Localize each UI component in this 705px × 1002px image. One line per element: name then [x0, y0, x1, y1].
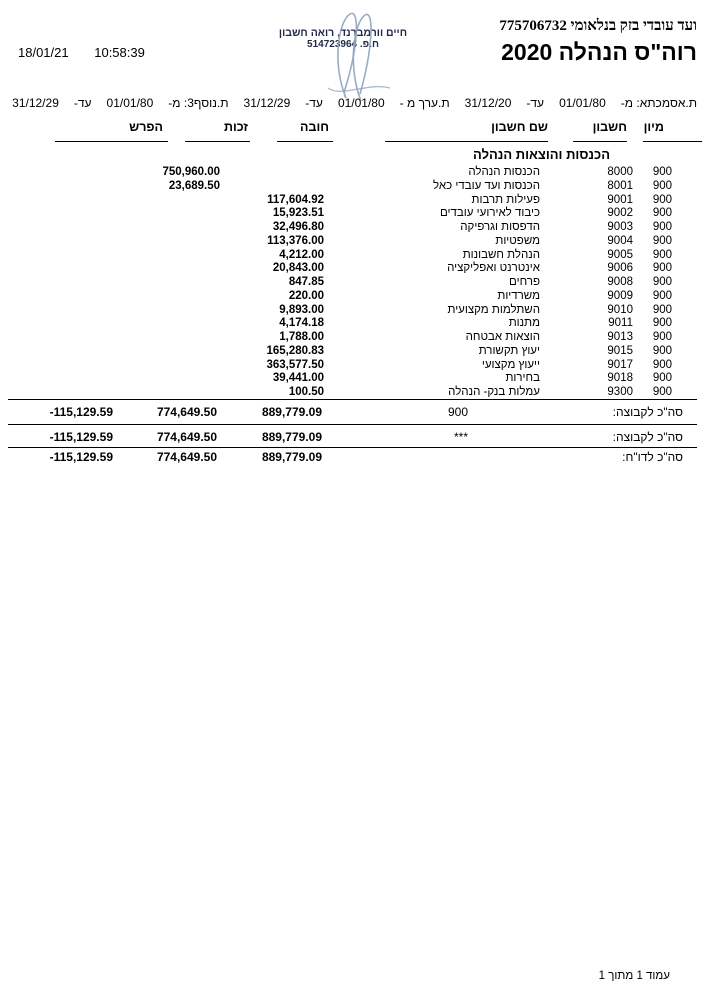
- total-hefresh: -115,129.59: [49, 450, 113, 464]
- col-header-hefresh: הפרש: [129, 120, 163, 134]
- cell-cheshbon: 9003: [607, 221, 633, 233]
- header-underline: [185, 141, 250, 142]
- total-label: סה"כ לדו"ח:: [622, 450, 683, 464]
- cell-chova: 39,441.00: [272, 372, 324, 385]
- report-total-row: [0, 446, 705, 468]
- filter-token: עד-: [73, 96, 92, 110]
- cell-cheshbon: 9300: [607, 386, 633, 398]
- cell-shem: משרדיות: [497, 289, 540, 302]
- cell-shem: בחירות: [505, 372, 540, 385]
- total-hefresh: -115,129.59: [49, 405, 113, 419]
- cell-miyun: 900: [652, 344, 672, 357]
- signature-icon: [316, 8, 406, 104]
- total-label: סה"כ לקבוצה:: [612, 405, 683, 419]
- filter-token: 31/12/20: [464, 96, 512, 110]
- cell-miyun: 900: [652, 179, 672, 192]
- filter-token: 01/01/80: [559, 96, 606, 110]
- cell-chova: 4,174.18: [279, 317, 324, 330]
- cell-chova: 20,843.00: [272, 262, 324, 275]
- cell-miyun: 900: [652, 331, 672, 343]
- cell-cheshbon: 9015: [607, 344, 633, 357]
- divider-line: [8, 399, 697, 400]
- print-date: 18/01/21: [18, 45, 69, 60]
- divider-line: [8, 424, 697, 425]
- cell-shem: פרחים: [509, 276, 540, 288]
- filter-token: עד-: [305, 96, 323, 110]
- cell-miyun: 900: [652, 317, 672, 330]
- table-row: [0, 276, 705, 290]
- cell-cheshbon: 9011: [608, 317, 633, 330]
- cell-cheshbon: 9005: [607, 248, 633, 261]
- header-underline: [55, 141, 168, 142]
- total-chova: 889,779.09: [261, 405, 322, 419]
- table-row: [0, 166, 705, 180]
- table-row: [0, 359, 705, 373]
- cell-chova: 363,577.50: [266, 358, 324, 371]
- total-group: 900: [447, 405, 468, 419]
- cell-shem: הכנסות ועד עובדי כאל: [433, 179, 540, 192]
- filter-token: 01/01/80: [106, 96, 154, 110]
- col-header-chova: חובה: [300, 120, 329, 134]
- cell-chova: 117,604.92: [267, 193, 324, 206]
- table-row: [0, 290, 705, 304]
- cell-chova: 113,376.00: [267, 234, 324, 247]
- table-row: [0, 221, 705, 235]
- table-row: [0, 331, 705, 345]
- cell-miyun: 900: [652, 262, 672, 275]
- table-row: [0, 372, 705, 386]
- table-row: [0, 317, 705, 331]
- col-header-miyun: מיון: [643, 120, 664, 134]
- cell-cheshbon: 8001: [607, 179, 633, 192]
- cell-shem: אינטרנט ואפליקציה: [447, 262, 540, 275]
- cell-shem: משפטיות: [495, 234, 540, 247]
- filter-token: 31/12/29: [12, 96, 59, 110]
- filter-token: 31/12/29: [243, 96, 291, 110]
- filter-token: ת.אסמכתא: מ-: [620, 96, 697, 110]
- table-row: [0, 180, 705, 194]
- cell-cheshbon: 9006: [607, 262, 633, 275]
- cell-shem: יעוץ תקשורת: [478, 344, 540, 357]
- col-header-zchut: זכות: [224, 120, 248, 134]
- total-hefresh: -115,129.59: [49, 430, 113, 444]
- print-time: 10:58:39: [94, 45, 145, 60]
- cell-cheshbon: 9013: [607, 331, 633, 343]
- cell-shem: הוצאות אבטחה: [465, 331, 540, 343]
- cell-chova: 165,280.83: [266, 344, 324, 357]
- cell-chova: 15,923.51: [272, 207, 324, 220]
- cell-miyun: 900: [652, 221, 672, 233]
- cell-chova: 100.50: [288, 386, 324, 398]
- cell-cheshbon: 9010: [607, 303, 633, 316]
- table-row: [0, 235, 705, 249]
- total-label: סה"כ לקבוצה:: [612, 430, 683, 444]
- cell-shem: הכנסות הנהלה: [468, 166, 540, 178]
- cell-cheshbon: 9018: [607, 372, 633, 385]
- cell-zchut: 23,689.50: [168, 179, 220, 192]
- cell-miyun: 900: [652, 193, 672, 206]
- col-header-shem: שם חשבון: [491, 120, 548, 134]
- table-row: [0, 207, 705, 221]
- cell-shem: כיבוד לאירועי עובדים: [439, 207, 540, 220]
- cell-zchut: 750,960.00: [162, 166, 220, 178]
- total-chova: 889,779.09: [261, 430, 322, 444]
- table-row: [0, 194, 705, 208]
- cell-chova: 220.00: [288, 289, 324, 302]
- cell-cheshbon: 9008: [607, 276, 633, 288]
- cell-miyun: 900: [652, 248, 672, 261]
- cell-shem: פעילות תרבות: [471, 193, 540, 206]
- table-row: [0, 345, 705, 359]
- stamp-company-id: ח.פ. 514723964: [307, 39, 379, 50]
- group-total-row: [0, 426, 705, 448]
- cell-cheshbon: 9002: [607, 207, 633, 220]
- total-zchut: 774,649.50: [156, 450, 217, 464]
- print-datetime: [18, 45, 145, 60]
- cell-cheshbon: 9001: [607, 193, 633, 206]
- cell-chova: 1,788.00: [279, 331, 324, 343]
- cell-cheshbon: 8000: [607, 166, 633, 178]
- table-row: [0, 249, 705, 263]
- cell-chova: 9,893.00: [279, 303, 324, 316]
- cell-cheshbon: 9017: [607, 358, 633, 371]
- cell-miyun: 900: [652, 372, 672, 385]
- cell-shem: הדפסות וגרפיקה: [460, 221, 540, 233]
- header-underline: [643, 141, 702, 142]
- filter-token: ת.נוסף3: מ-: [168, 96, 229, 110]
- cell-miyun: 900: [652, 234, 672, 247]
- header-underline: [385, 141, 548, 142]
- cell-miyun: 900: [652, 386, 672, 398]
- filter-row: [12, 96, 697, 111]
- total-chova: 889,779.09: [261, 450, 322, 464]
- total-group: ***: [453, 430, 468, 444]
- filter-token: 01/01/80: [337, 96, 385, 110]
- cell-shem: הנהלת חשבונות: [462, 248, 540, 261]
- cell-miyun: 900: [652, 166, 672, 178]
- header-underline: [277, 141, 333, 142]
- total-zchut: 774,649.50: [156, 430, 217, 444]
- filter-token: ת.ערך מ -: [399, 96, 450, 110]
- total-zchut: 774,649.50: [156, 405, 217, 419]
- header-underline: [573, 141, 627, 142]
- cell-miyun: 900: [652, 358, 672, 371]
- table-row: [0, 304, 705, 318]
- col-header-cheshbon: חשבון: [592, 120, 627, 134]
- company-title: ועד עובדי בזק בנלאומי 775706732: [499, 18, 697, 34]
- stamp-name: חיים וורמברנד, רואה חשבון: [278, 27, 408, 39]
- table-row: [0, 386, 705, 400]
- cell-chova: 32,496.80: [272, 221, 324, 233]
- cell-miyun: 900: [652, 276, 672, 288]
- section-title: הכנסות והוצאות הנהלה: [473, 147, 610, 162]
- cell-cheshbon: 9009: [607, 289, 633, 302]
- cell-shem: ייעוץ מקצועי: [481, 358, 540, 371]
- table-row: [0, 262, 705, 276]
- cell-shem: השתלמות מקצועית: [447, 303, 540, 316]
- page-number: עמוד 1 מתוך 1: [598, 970, 670, 982]
- cell-shem: מתנות: [508, 317, 540, 330]
- cell-miyun: 900: [652, 303, 672, 316]
- cell-shem: עמלות בנק- הנהלה: [448, 386, 540, 398]
- cell-chova: 847.85: [288, 276, 324, 288]
- filter-token: עד-: [526, 96, 545, 110]
- group-total-row: [0, 401, 705, 423]
- cell-miyun: 900: [652, 289, 672, 302]
- account-rows: [0, 166, 705, 400]
- cell-chova: 4,212.00: [279, 248, 324, 261]
- cell-miyun: 900: [652, 207, 672, 220]
- report-title: רוה"ס הנהלה 2020: [501, 39, 697, 65]
- cell-cheshbon: 9004: [607, 234, 633, 247]
